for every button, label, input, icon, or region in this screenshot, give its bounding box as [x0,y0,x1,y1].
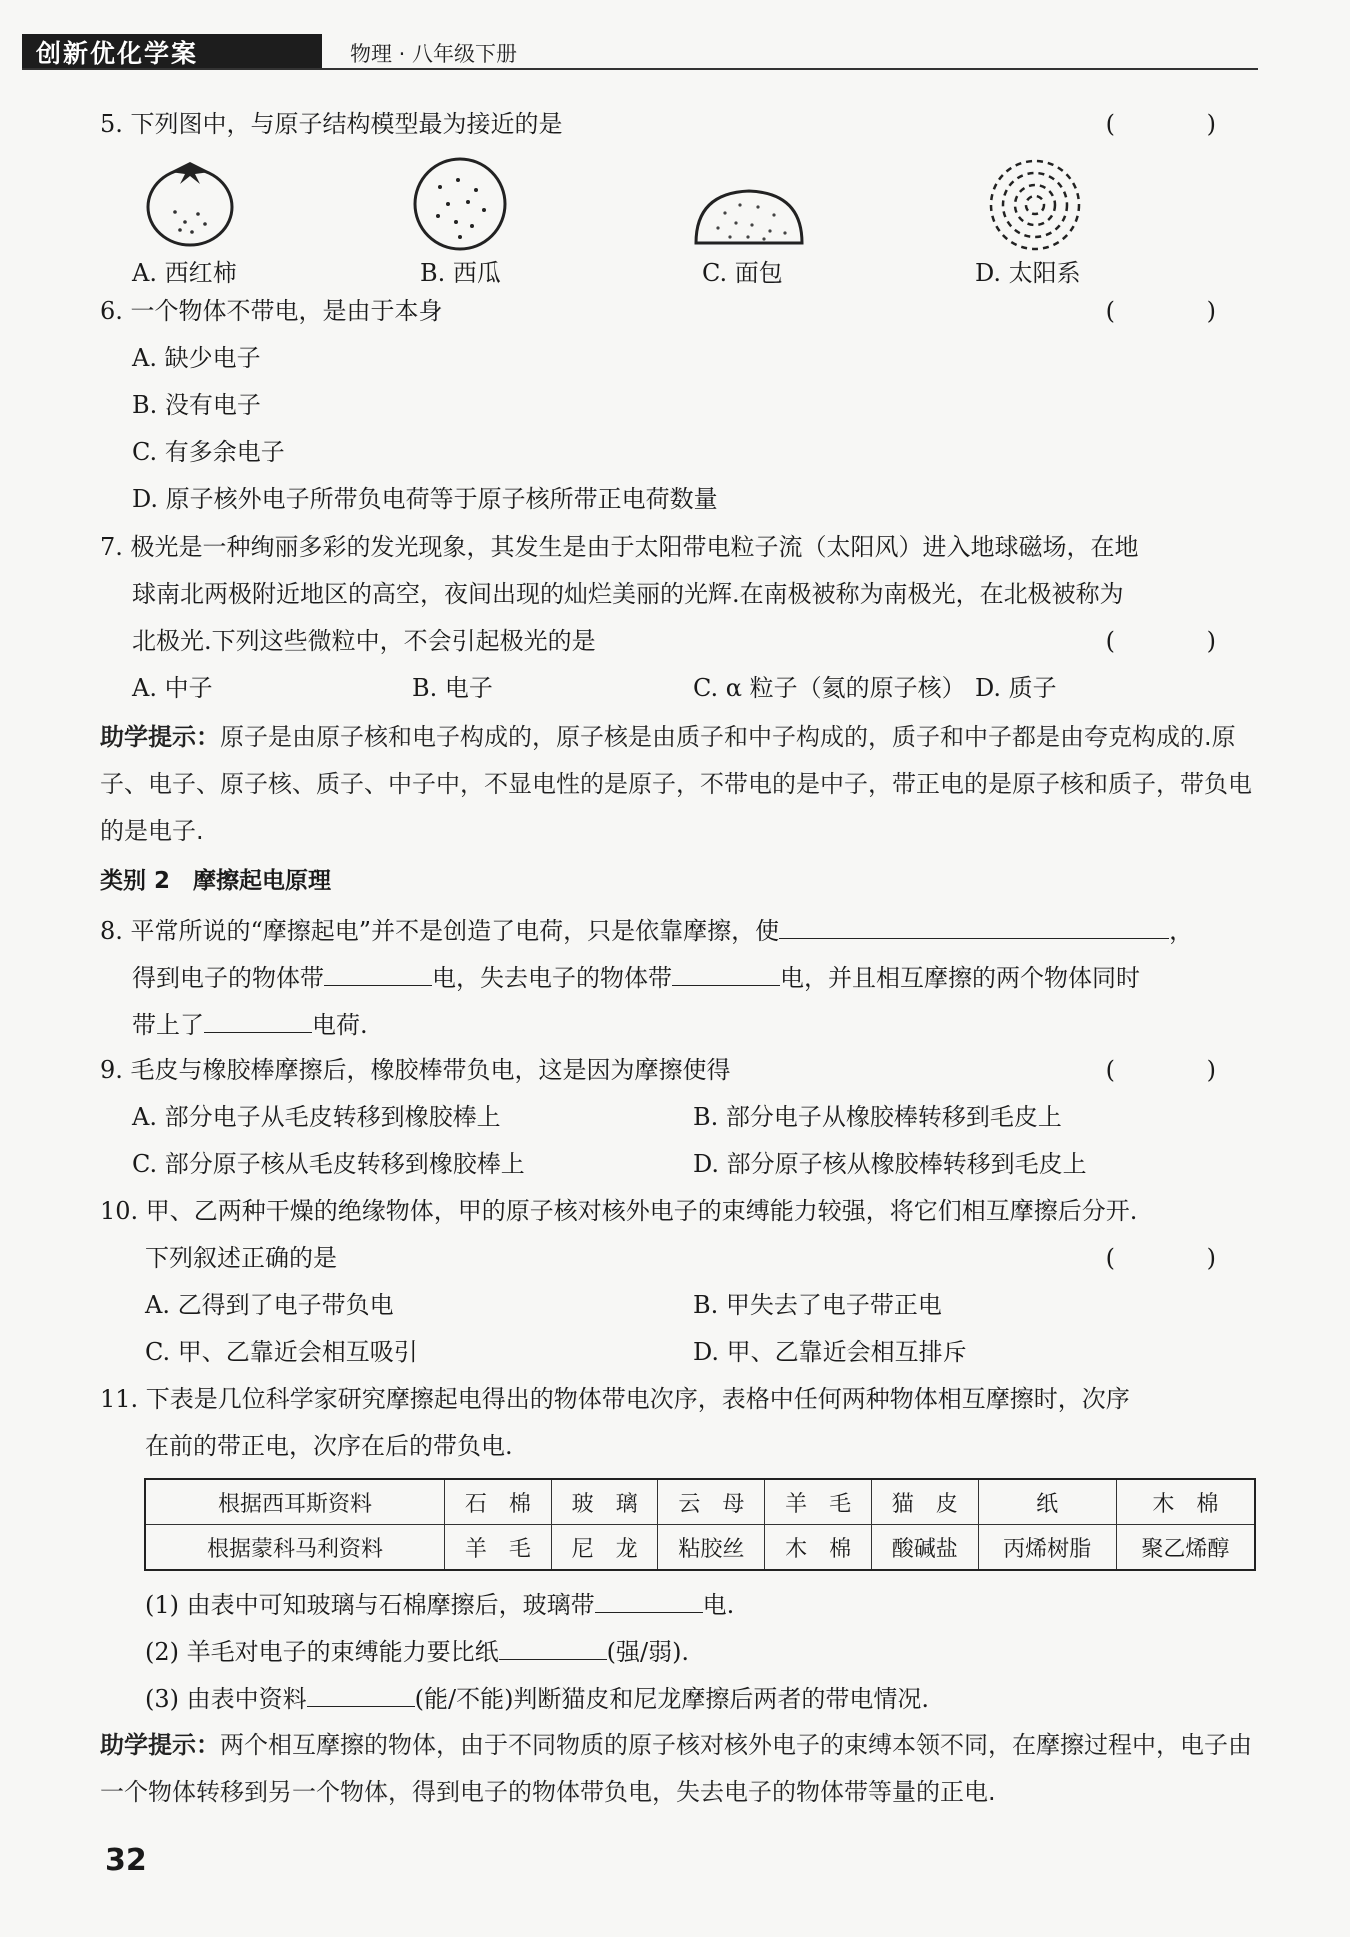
table-cell: 猫 皮 [871,1479,978,1525]
q11-sub-3-text: (3) 由表中资料 [145,1685,307,1713]
q11-line-1: 11. 下表是几位科学家研究摩擦起电得出的物体带电次序，表格中任何两种物体相互摩擦时，次序 [100,1385,1130,1413]
header-subtitle: 物理 · 八年级下册 [350,42,518,66]
table-cell: 纸 [978,1479,1116,1525]
q11-sub-2 [145,1633,1258,1669]
section-heading: 类别 2 摩擦起电原理 [100,868,332,894]
q11-sub-1-end: 电. [702,1591,735,1619]
table-row [145,1479,1255,1525]
table-cell: 木 棉 [765,1525,872,1571]
header-rule [22,68,1258,70]
q7-option-d: D. 质子 [975,674,1057,702]
q8-text-3b: 电荷. [312,1011,368,1039]
table-cell: 根据蒙科马利资料 [145,1525,445,1571]
q6-option-a: A. 缺少电子 [132,344,261,372]
q8-text-2c: 电，并且相互摩擦的两个物体同时 [780,964,1140,992]
q6-option-d: D. 原子核外电子所带负电荷等于原子核所带正电荷数量 [132,485,718,513]
q5-answer-paren: ( ) [1105,110,1258,138]
q10-option-d: D. 甲、乙靠近会相互排斥 [693,1338,967,1366]
table-cell: 酸碱盐 [871,1525,978,1571]
q10-answer-paren: ( ) [1105,1244,1258,1272]
q8-blank-2[interactable] [324,959,432,986]
bread-picture [690,183,808,253]
q10-option-c: C. 甲、乙靠近会相互吸引 [145,1338,418,1366]
q9-answer-paren: ( ) [1105,1056,1258,1084]
table-cell: 根据西耳斯资料 [145,1479,445,1525]
q8-line-3 [132,1006,1258,1042]
q5-option-a: A. 西红柿 [132,259,237,287]
table-cell: 木 棉 [1116,1479,1255,1525]
study-hint-1 [100,714,1258,855]
q8-text-1-end: ， [1169,917,1194,945]
q7-answer-paren: ( ) [1105,627,1258,655]
q9-stem: 9. 毛皮与橡胶棒摩擦后，橡胶棒带负电，这是因为摩擦使得 [100,1056,731,1084]
q8-line-1 [100,912,1258,948]
page-number: 32 [105,1843,147,1878]
q11-sub-1-text: (1) 由表中可知玻璃与石棉摩擦后，玻璃带 [145,1591,595,1619]
tomato-picture [140,152,240,252]
q6-option-c: C. 有多余电子 [132,438,285,466]
study-hint-text: 两个相互摩擦的物体，由于不同物质的原子核对核外电子的束缚本领不同，在摩擦过程中，电子由一个物体转移到另一个物体，得到电子的物体带负电，失去电子的物体带等量的正电. [100,1731,1252,1806]
q6-answer-paren: ( ) [1105,297,1258,325]
q6-option-b: B. 没有电子 [132,391,261,419]
header-brand-bar [22,34,322,70]
solar-system-picture [985,155,1085,255]
q11-sub-1 [145,1586,1258,1622]
table-cell: 聚乙烯醇 [1116,1525,1255,1571]
q7-option-b: B. 电子 [412,674,493,702]
q9-option-a: A. 部分电子从毛皮转移到橡胶棒上 [132,1103,501,1131]
q9-option-d: D. 部分原子核从橡胶棒转移到毛皮上 [693,1150,1087,1178]
study-hint-label: 助学提示： [100,723,220,751]
q10-option-b: B. 甲失去了电子带正电 [693,1291,942,1319]
q11-blank-3[interactable] [307,1680,415,1707]
q11-sub-2-end: (强/弱). [606,1638,690,1666]
q5-option-d: D. 太阳系 [975,259,1081,287]
brand-title: 创新优化学案 [36,39,199,68]
q5-option-c: C. 面包 [702,259,783,287]
q9-option-c: C. 部分原子核从毛皮转移到橡胶棒上 [132,1150,525,1178]
study-hint-text: 原子是由原子核和电子构成的，原子核是由质子和中子构成的，质子和中子都是由夸克构成的.原子、电子、原子核、质子、中子中，不显电性的是原子，不带电的是中子，带正电的是原子核和质子，带负电的是电子. [100,723,1252,845]
table-cell: 石 棉 [445,1479,552,1525]
q8-line-2 [132,959,1258,995]
charging-order-table [144,1478,1256,1571]
q8-blank-3[interactable] [672,959,780,986]
q8-text-2a: 得到电子的物体带 [132,964,324,992]
table-row [145,1525,1255,1571]
q8-blank-1[interactable] [779,912,1169,939]
q10-line-1: 10. 甲、乙两种干燥的绝缘物体，甲的原子核对核外电子的束缚能力较强，将它们相互摩擦后分开. [100,1197,1138,1225]
q8-blank-4[interactable] [204,1006,312,1033]
q8-text-1: 8. 平常所说的“摩擦起电”并不是创造了电荷，只是依靠摩擦，使 [100,917,780,945]
q7-line-1: 7. 极光是一种绚丽多彩的发光现象，其发生是由于太阳带电粒子流（太阳风）进入地球磁场，在地 [100,533,1139,561]
q6-stem: 6. 一个物体不带电，是由于本身 [100,297,443,325]
q5-option-b: B. 西瓜 [420,259,501,287]
study-hint-2 [100,1722,1258,1816]
q8-text-2b: 电，失去电子的物体带 [432,964,672,992]
q10-line-2: 下列叙述正确的是 [145,1244,337,1272]
q7-option-a: A. 中子 [132,674,213,702]
q11-blank-2[interactable] [499,1633,607,1660]
q8-text-3a: 带上了 [132,1011,204,1039]
q11-line-2: 在前的带正电，次序在后的带负电. [145,1432,513,1460]
q7-line-2: 球南北两极附近地区的高空，夜间出现的灿烂美丽的光辉.在南极被称为南极光，在北极被称为 [132,580,1124,608]
table-cell: 羊 毛 [765,1479,872,1525]
table-cell: 云 母 [658,1479,765,1525]
study-hint-label: 助学提示： [100,1731,220,1759]
q7-option-c: C. α 粒子（氦的原子核） [693,674,966,702]
q11-sub-2-text: (2) 羊毛对电子的束缚能力要比纸 [145,1638,499,1666]
table-cell: 羊 毛 [445,1525,552,1571]
table-cell: 尼 龙 [551,1525,658,1571]
q11-sub-3-end: (能/不能)判断猫皮和尼龙摩擦后两者的带电情况. [414,1685,930,1713]
q5-stem: 5. 下列图中，与原子结构模型最为接近的是 [100,110,563,138]
q7-line-3: 北极光.下列这些微粒中，不会引起极光的是 [132,627,596,655]
q11-sub-3 [145,1680,1258,1716]
watermelon-picture [410,152,510,252]
q11-blank-1[interactable] [595,1586,703,1613]
q10-option-a: A. 乙得到了电子带负电 [145,1291,394,1319]
table-cell: 丙烯树脂 [978,1525,1116,1571]
table-cell: 粘胶丝 [658,1525,765,1571]
table-cell: 玻 璃 [551,1479,658,1525]
q9-option-b: B. 部分电子从橡胶棒转移到毛皮上 [693,1103,1062,1131]
